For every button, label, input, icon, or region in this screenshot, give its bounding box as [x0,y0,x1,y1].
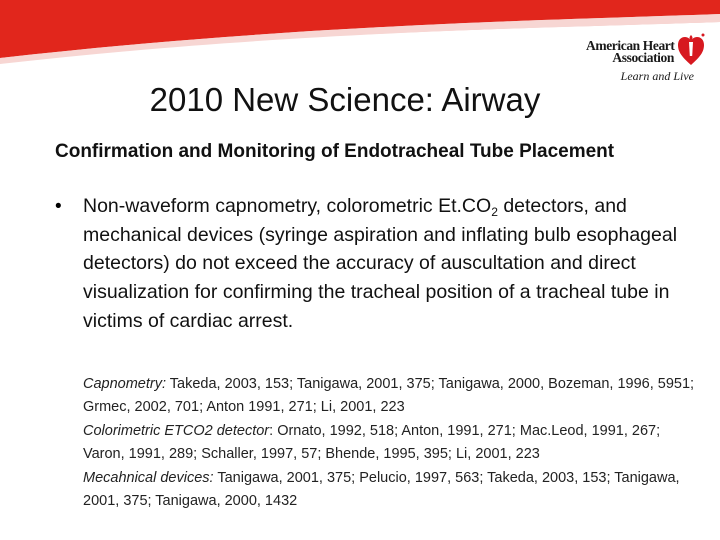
heart-torch-logo-icon [676,32,706,68]
bullet-text-start: Non-waveform capnometry, colorometric Et.CO [83,195,492,217]
logo-name-line1: American Heart [586,38,675,53]
reference-mechanical [83,467,703,514]
bullet-text-end: detectors, and mechanical devices (syringe aspiration and inflating bulb esophageal detectors) do not exceed the accuracy of auscultation and direct visualization for confirming the tracheal position of a tracheal tube in victims of cardiac arrest. [83,195,678,332]
bullet-icon: • [55,196,62,217]
logo-tagline: Learn and Live [620,69,694,83]
reference-label: Mecahnical devices: [83,469,214,486]
reference-label: Capnometry: [83,376,167,392]
bullet-subscript: 2 [491,205,498,220]
reference-text: Takeda, 2003, 153; Tanigawa, 2001, 375; Tanigawa, 2000, Bozeman, 1996, 5951; Grmec, 2002, 701; Anton 1991, 271; Li, 2001, 223 [83,376,695,416]
reference-colorimetric [83,420,703,467]
reference-capnometry [83,373,703,420]
slide-title: 2010 New Science: Airway [149,81,541,118]
references-block [83,373,703,513]
logo-name-line2: Association [612,50,674,65]
slide-subtitle: Confirmation and Monitoring of Endotracheal Tube Placement [55,141,615,162]
reference-text: : Ornato, 1992, 518; Anton, 1991, 271; Mac.Leod, 1991, 267; Varon, 1991, 289; Schaller, 1997, 57; Bhende, 1995, 395; Li, 2001, 223 [83,422,661,463]
reference-label: Colorimetric ETCO2 detector [83,422,270,439]
reference-text: Tanigawa, 2001, 375; Pelucio, 1997, 563; Takeda, 2003, 153; Tanigawa, 2001, 375; Tanigawa, 2000, 1432 [83,469,680,510]
bullet-text [83,192,693,336]
